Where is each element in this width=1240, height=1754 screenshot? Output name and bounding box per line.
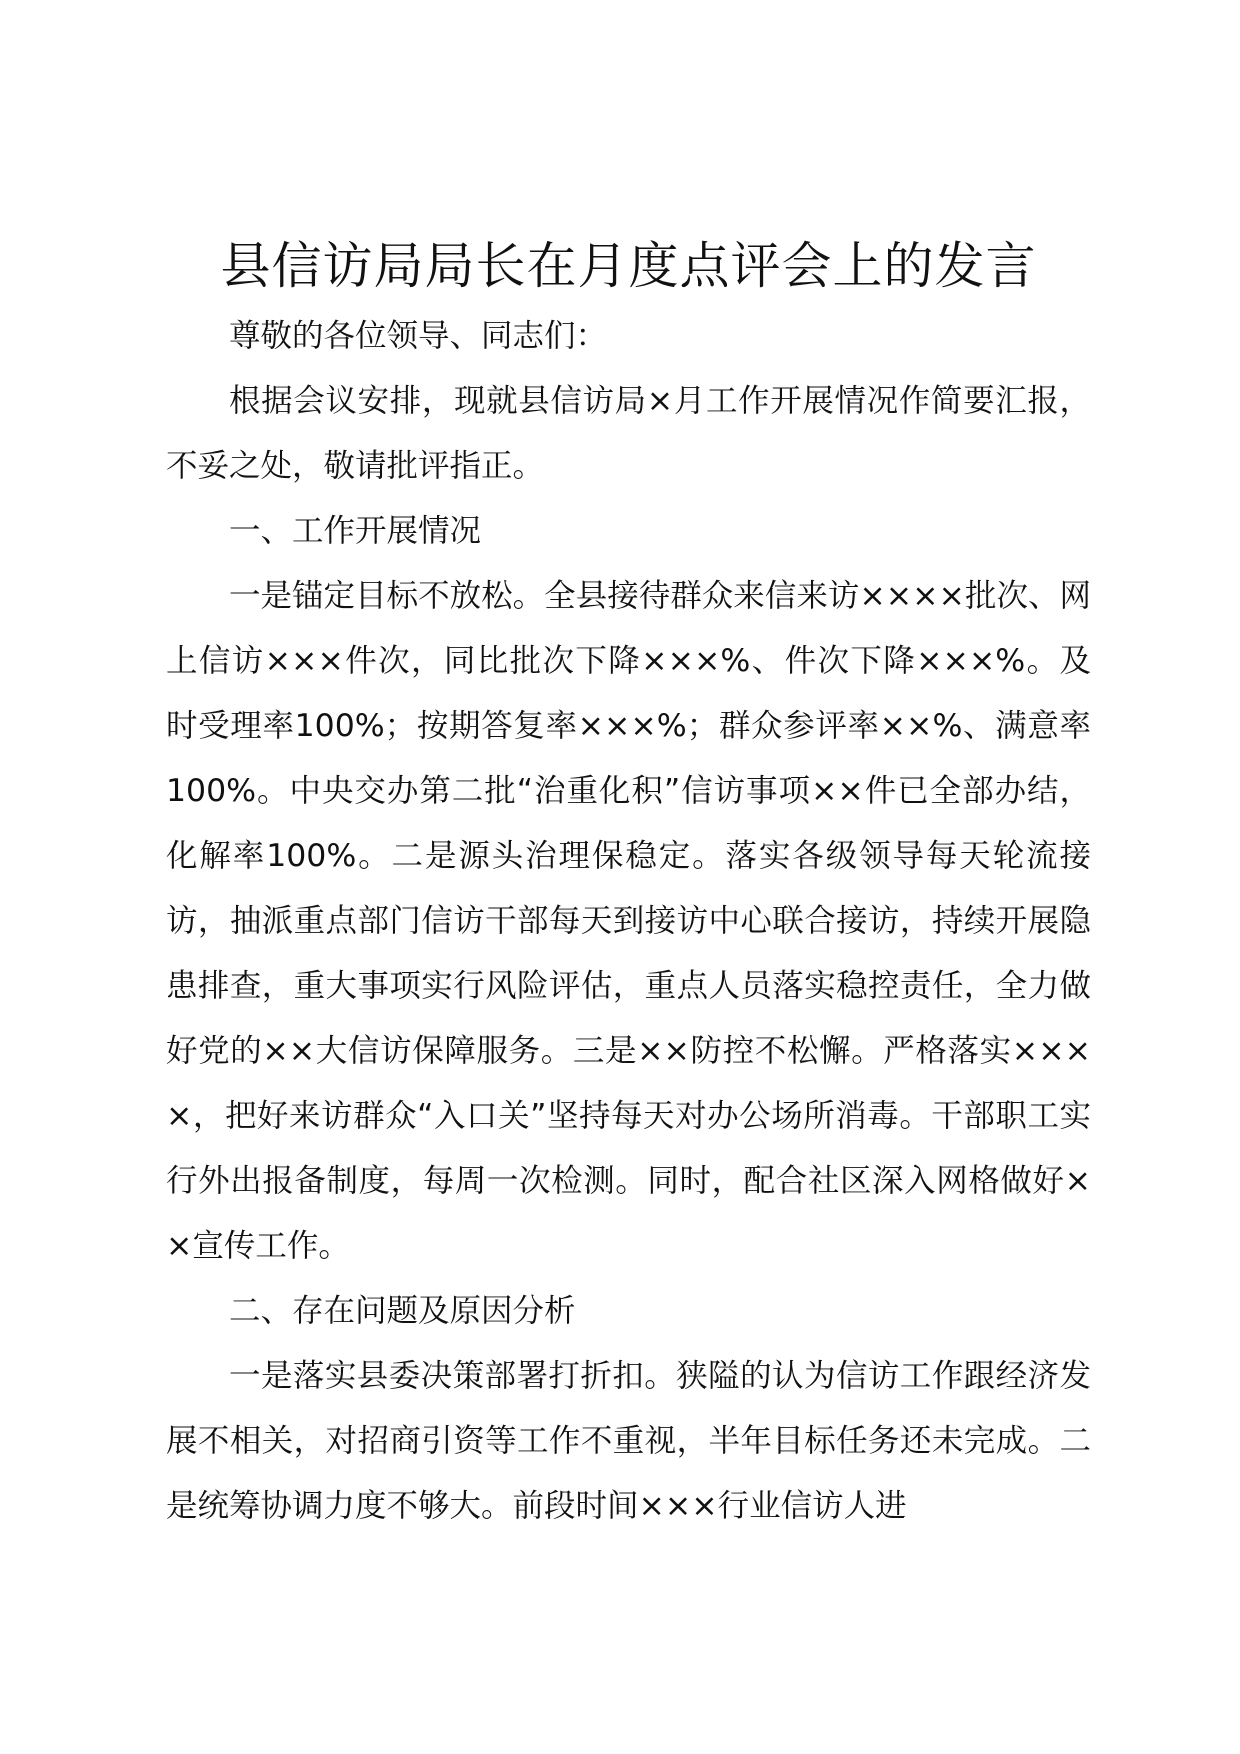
section-2-paragraph: 一是落实县委决策部署打折扣。狭隘的认为信访工作跟经济发展不相关，对招商引资等工作不重视，半年目标任务还未完成。二是统筹协调力度不够大。前段时间×××行业信访人进 [166,1358,1091,1524]
salutation: 尊敬的各位领导、同志们： [229,318,608,354]
document-page [166,234,1091,1539]
document-title: 县信访局局长在月度点评会上的发言 [220,237,1037,295]
intro-paragraph: 根据会议安排，现就县信访局×月工作开展情况作简要汇报，不妥之处，敬请批评指正。 [166,383,1091,484]
section-1-paragraph: 一是锚定目标不放松。全县接待群众来信来访××××批次、网上信访×××件次，同比批次下降×××%、件次下降×××%。及时受理率100%；按期答复率×××%；群众参评率××%、满意率100%。中央交办第二批“治重化积”信访事项××件已全部办结，化解率100%。二是源头治理保稳定。落实各级领导每天轮流接访，抽派重点部门信访干部每天到接访中心联合接访，持续开展隐患排查，重大事项实行风险评估，重点人员落实稳控责任，全力做好党的××大信访保障服务。三是××防控不松懈。严格落实××××，把好来访群众“入口关”坚持每天对办公场所消毒。干部职工实行外出报备制度，每周一次检测。同时，配合社区深入网格做好××宣传工作。 [166,578,1091,1264]
section-2-heading: 二、存在问题及原因分析 [229,1293,576,1329]
section-1-heading: 一、工作开展情况 [229,513,482,549]
